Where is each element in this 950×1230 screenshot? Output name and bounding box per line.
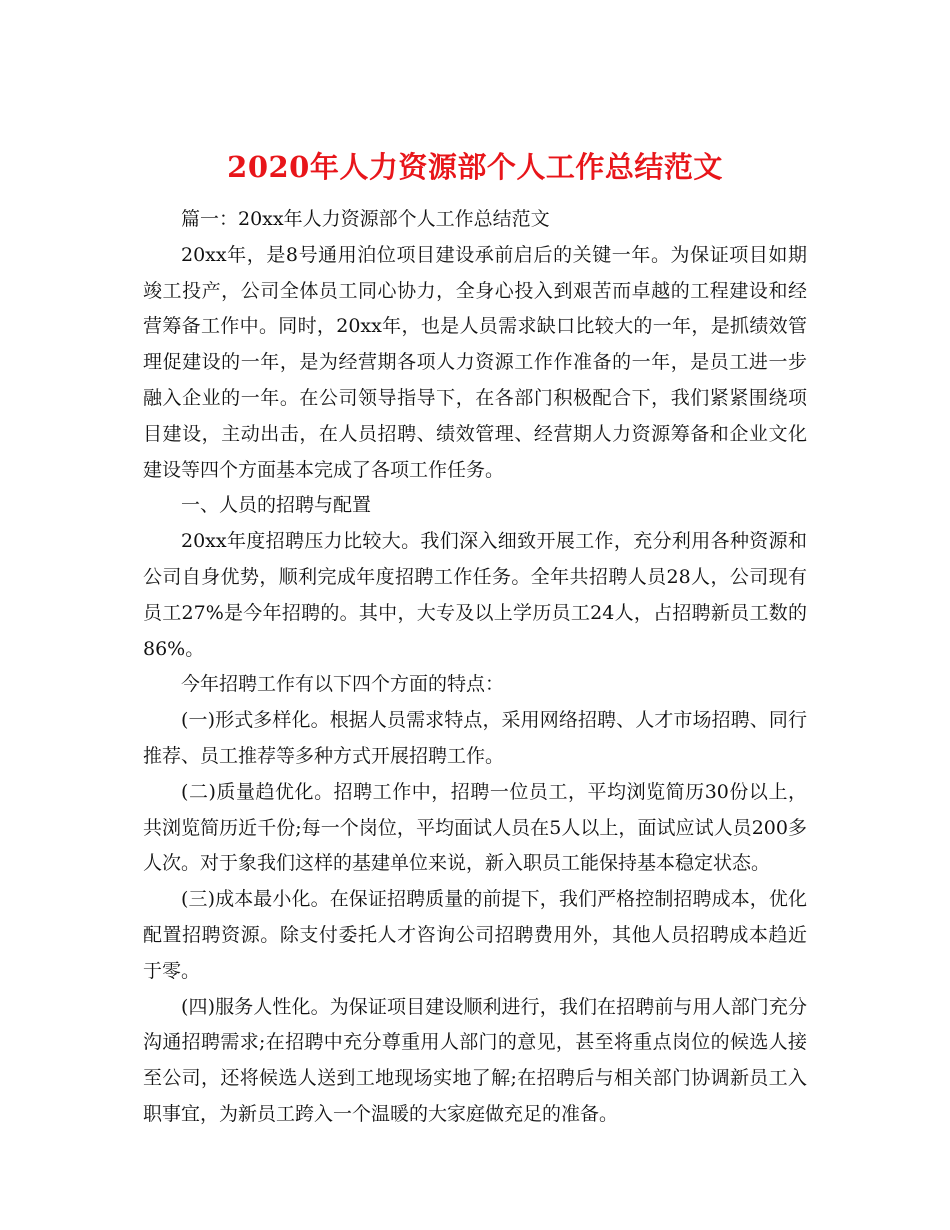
paragraph-feature-3: (三)成本最小化。在保证招聘质量的前提下，我们严格控制招聘成本，优化配置招聘资源。除支付委托人才咨询公司招聘费用外，其他人员招聘成本趋近于零。 bbox=[143, 888, 807, 982]
paragraph-heading-part-one: 篇一：20xx年人力资源部个人工作总结范文 bbox=[181, 208, 550, 230]
paragraph-intro: 20xx年，是8号通用泊位项目建设承前启后的关键一年。为保证项目如期竣工投产，公司全体员工同心协力，全身心投入到艰苦而卓越的工程建设和经营筹备工作中。同时，20xx年，也是人员需求缺口比较大的一年，是抓绩效管理促建设的一年，是为经营期各项人力资源工作作准备的一年，是员工进一步融入企业的一年。在公司领导指导下，在各部门积极配合下，我们紧紧围绕项目建设，主动出击，在人员招聘、绩效管理、经营期人力资源筹备和企业文化建设等四个方面基本完成了各项工作任务。 bbox=[143, 243, 807, 481]
paragraph-feature-2: (二)质量趋优化。招聘工作中，招聘一位员工，平均浏览简历30份以上，共浏览简历近千份;每一个岗位，平均面试人员在5人以上，面试应试人员200多人次。对于象我们这样的基建单位来说，新入职员工能保持基本稳定状态。 bbox=[143, 780, 807, 875]
paragraph-feature-4: (四)服务人性化。为保证项目建设顺利进行，我们在招聘前与用人部门充分沟通招聘需求;在招聘中充分尊重用人部门的意见，甚至将重点岗位的候选人接至公司，还将候选人送到工地现场实地了解;在招聘后与相关部门协调新员工入职事宜，为新员工跨入一个温暖的大家庭做充足的准备。 bbox=[143, 995, 807, 1125]
document-title: 2020年人力资源部个人工作总结范文 bbox=[227, 150, 723, 185]
paragraph-feature-1: (一)形式多样化。根据人员需求特点，采用网络招聘、人才市场招聘、同行推荐、员工推荐等多种方式开展招聘工作。 bbox=[143, 709, 807, 767]
paragraph-features-intro: 今年招聘工作有以下四个方面的特点： bbox=[181, 673, 505, 696]
section-heading-recruitment: 一、人员的招聘与配置 bbox=[181, 494, 372, 517]
document-body bbox=[143, 202, 807, 1133]
paragraph-recruitment-summary: 20xx年度招聘压力比较大。我们深入细致开展工作，充分利用各种资源和公司自身优势，顺利完成年度招聘工作任务。全年共招聘人员28人，公司现有员工27%是今年招聘的。其中，大专及以上学历员工24人，占招聘新员工数的86%。 bbox=[143, 530, 807, 660]
